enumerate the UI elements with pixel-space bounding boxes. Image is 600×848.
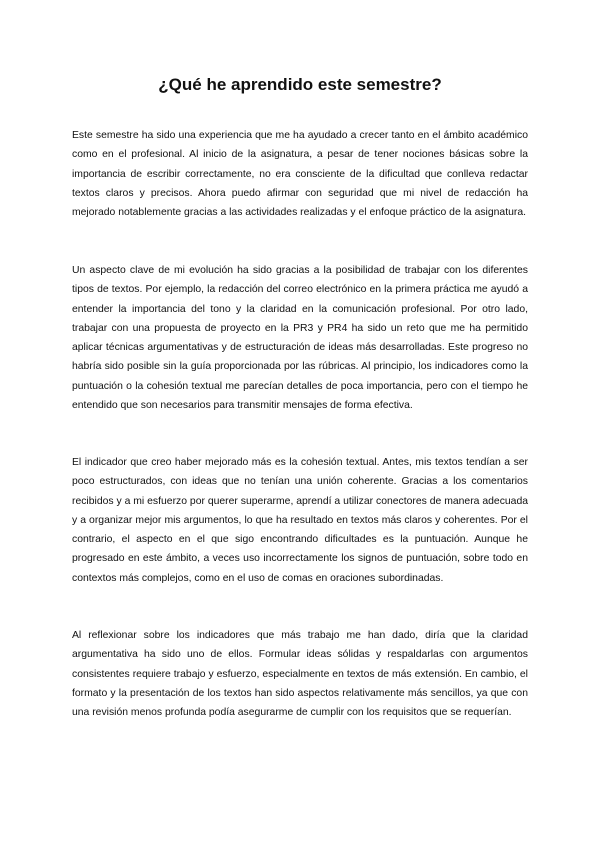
- paragraph-1: Este semestre ha sido una experiencia que me ha ayudado a crecer tanto en el ámbito académico como en el profesional. Al inicio de la asignatura, a pesar de tener nociones básicas sobre la importancia de escribir correctamente, no era consciente de la dificultad que conlleva redactar textos claros y precisos. Ahora puedo afirmar con seguridad que mi nivel de redacción ha mejorado notablemente gracias a las actividades realizadas y el enfoque práctico de la asignatura.: [72, 130, 528, 219]
- paragraph-2: Un aspecto clave de mi evolución ha sido gracias a la posibilidad de trabajar con los diferentes tipos de textos. Por ejemplo, la redacción del correo electrónico en la primera práctica me ayudó a entender la importancia del tono y la claridad en la comunicación profesional. Por otro lado, trabajar con una propuesta de proyecto en la PR3 y PR4 ha sido un reto que me ha permitido aplicar técnicas argumentativas y de estructuración de ideas más desarrolladas. Este progreso no habría sido posible sin la guía proporcionada por las rúbricas. Al principio, los indicadores como la puntuación o la cohesión textual me parecían detalles de poca importancia, pero con el tiempo he entendido que son necesarios para transmitir mensajes de forma efectiva.: [72, 265, 528, 412]
- paragraph-3: El indicador que creo haber mejorado más es la cohesión textual. Antes, mis textos tendían a ser poco estructurados, con ideas que no tenían una unión coherente. Gracias a los comentarios recibidos y a mi esfuerzo por querer superarme, aprendí a utilizar conectores de manera adecuada y a organizar mejor mis argumentos, lo que ha resultado en textos más claros y coherentes. Por el contrario, el aspecto en el que sigo encontrando dificultades es la puntuación. Aunque he progresado en este ámbito, a veces uso incorrectamente los signos de puntuación, sobre todo en contextos más complejos, como en el uso de comas en oraciones subordinadas.: [72, 457, 528, 584]
- page-title: ¿Qué he aprendido este semestre?: [158, 75, 442, 94]
- paragraph-4: Al reflexionar sobre los indicadores que más trabajo me han dado, diría que la claridad argumentativa ha sido uno de ellos. Formular ideas sólidas y respaldarlas con argumentos consistentes requiere trabajo y esfuerzo, especialmente en textos de más extensión. En cambio, el formato y la presentación de los textos han sido aspectos relativamente más sencillos, ya que con una revisión menos profunda podía asegurarme de cumplir con los requisitos que se requerían.: [72, 630, 528, 719]
